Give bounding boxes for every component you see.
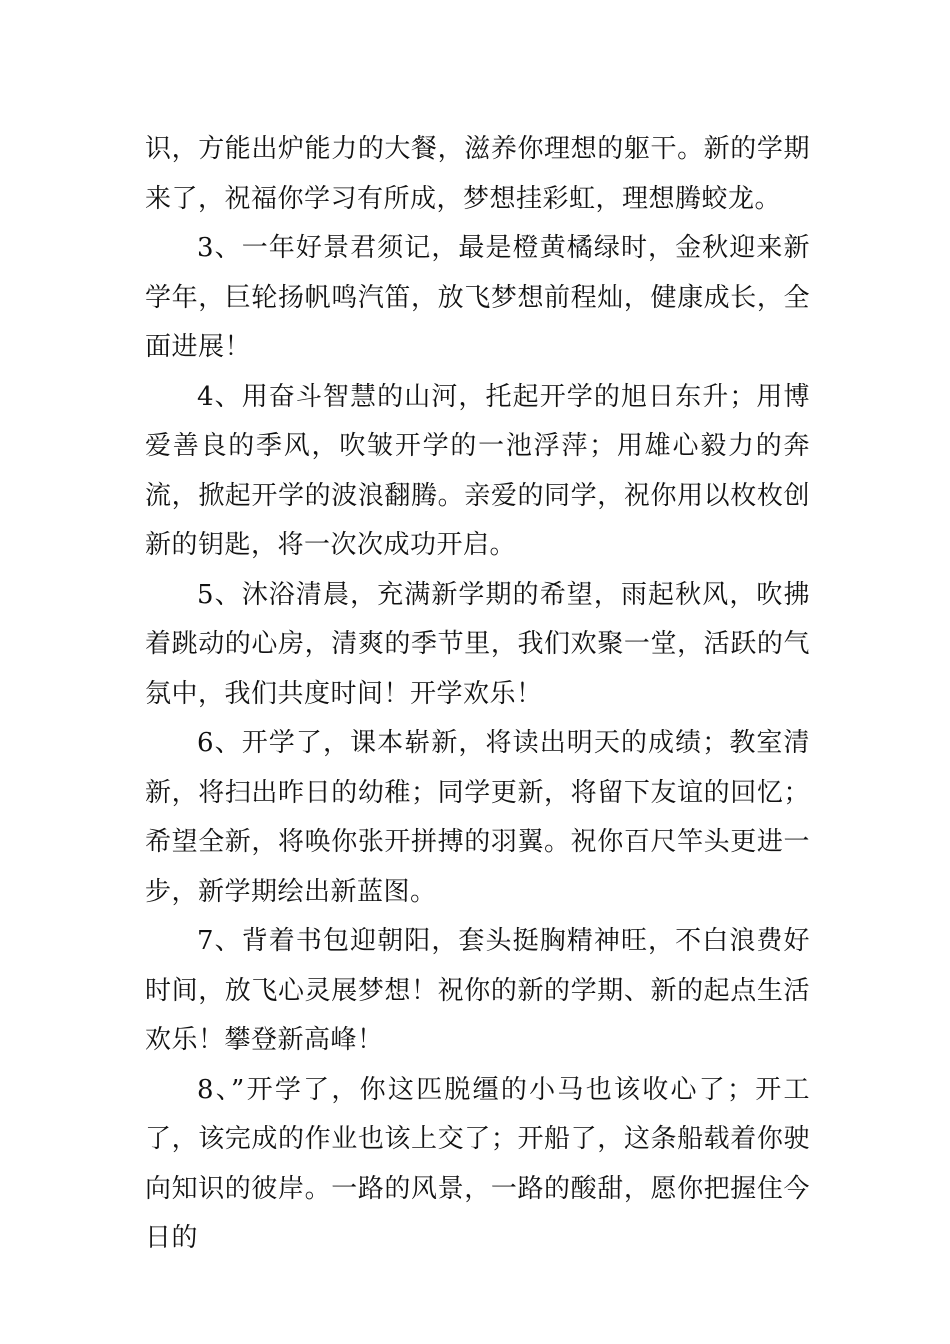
paragraph-item-8: 8、”开学了，你这匹脱缰的小马也该收心了；开工了，该完成的作业也该上交了；开船了，这条船载着你驶向知识的彼岸。一路的风景，一路的酸甜，愿你把握住今日的 xyxy=(145,1074,810,1253)
paragraph-item-3: 3、一年好景君须记，最是橙黄橘绿时，金秋迎来新学年，巨轮扬帆鸣汽笛，放飞梦想前程灿，健康成长，全面进展！ xyxy=(145,233,810,362)
document-body xyxy=(145,125,810,1264)
paragraph-item-5: 5、沐浴清晨，充满新学期的希望，雨起秋风，吹拂着跳动的心房，清爽的季节里，我们欢聚一堂，活跃的气氛中，我们共度时间！开学欢乐！ xyxy=(145,579,810,709)
paragraph-item-6: 6、开学了，课本崭新，将读出明天的成绩；教室清新，将扫出昨日的幼稚；同学更新，将留下友谊的回忆；希望全新，将唤你张开拼搏的羽翼。祝你百尺竿头更进一步，新学期绘出新蓝图。 xyxy=(145,728,810,907)
paragraph-item-7: 7、背着书包迎朝阳，套头挺胸精神旺，不白浪费好时间，放飞心灵展梦想！祝你的新的学期、新的起点生活欢乐！攀登新高峰！ xyxy=(145,926,810,1055)
paragraph-item-4: 4、用奋斗智慧的山河，托起开学的旭日东升；用博爱善良的季风，吹皱开学的一池浮萍；用雄心毅力的奔流，掀起开学的波浪翻腾。亲爱的同学，祝你用以枚枚创新的钥匙，将一次次成功开启。 xyxy=(145,381,810,560)
paragraph-continuation: 识，方能出炉能力的大餐，滋养你理想的躯干。新的学期来了，祝福你学习有所成，梦想挂彩虹，理想腾蛟龙。 xyxy=(145,134,810,214)
